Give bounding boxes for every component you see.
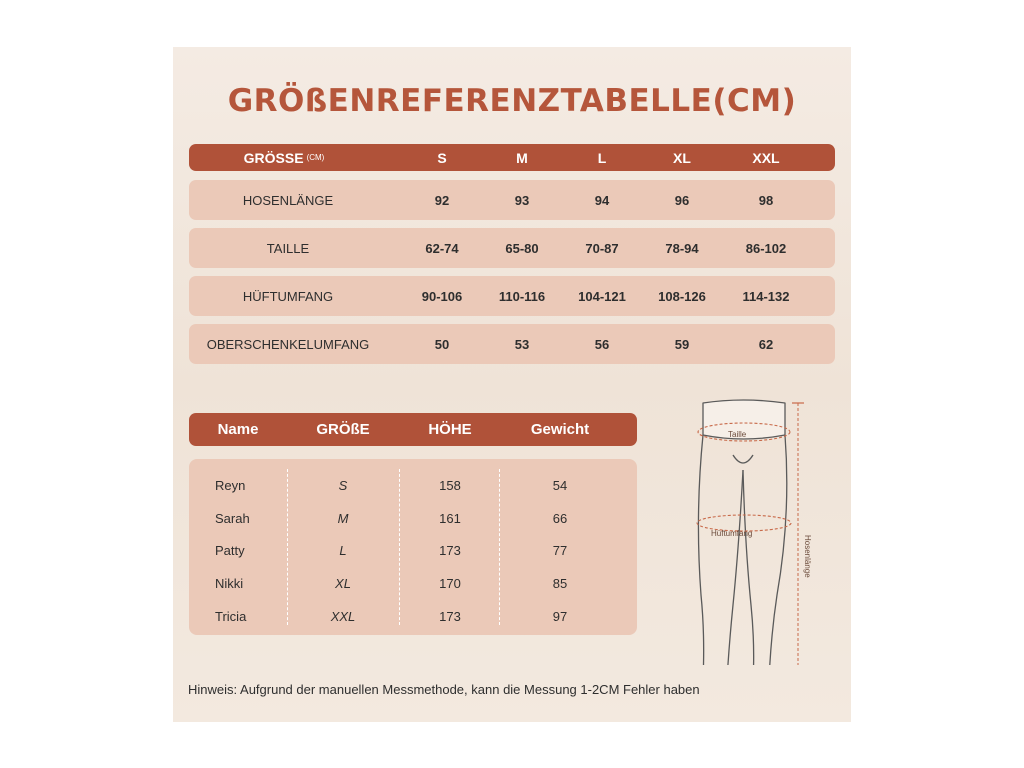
row-value: 78-94 <box>665 240 699 256</box>
size-header-label <box>189 144 379 171</box>
row-value: 110-116 <box>498 288 546 304</box>
size-header-text: GRÖSSE <box>243 149 304 166</box>
model-row <box>189 474 637 496</box>
model-header-size: GRÖßE <box>316 421 370 438</box>
row-value: 62-74 <box>425 240 459 256</box>
model-table-body <box>189 459 637 635</box>
model-header-name: Name <box>217 421 259 438</box>
model-weight: 85 <box>552 575 568 591</box>
page-title: GRÖßENREFERENZTABELLE(CM) <box>227 83 797 119</box>
row-value: 70-87 <box>585 240 619 256</box>
size-col-m: M <box>516 149 528 166</box>
size-col-s: S <box>437 149 447 166</box>
row-value: 62 <box>758 336 774 352</box>
size-row-hueftumfang <box>189 276 835 316</box>
size-row-oberschenkelumfang <box>189 324 835 364</box>
size-col-xxl: XXL <box>752 149 780 166</box>
model-row <box>189 605 637 627</box>
hip-label: Hüftumfang <box>711 529 753 538</box>
row-label: HOSENLÄNGE <box>242 192 334 208</box>
row-label: TAILLE <box>266 240 310 256</box>
size-header-unit: (CM) <box>306 153 325 162</box>
row-value: 93 <box>514 192 530 208</box>
model-weight: 77 <box>552 542 568 558</box>
model-name: Nikki <box>215 575 244 591</box>
row-value: 104-121 <box>578 288 626 304</box>
row-value: 56 <box>594 336 610 352</box>
row-value: 98 <box>758 192 774 208</box>
row-value: 108-126 <box>658 288 706 304</box>
model-size: XL <box>335 575 351 591</box>
row-value: 86-102 <box>745 240 787 256</box>
waist-label: Taille <box>728 430 747 439</box>
size-col-l: L <box>597 149 607 166</box>
size-chart-card <box>173 47 851 722</box>
model-row <box>189 539 637 561</box>
row-value: 92 <box>434 192 450 208</box>
row-value: 96 <box>674 192 690 208</box>
model-height: 161 <box>439 510 461 526</box>
model-size: S <box>338 477 348 493</box>
model-size: L <box>339 542 347 558</box>
model-height: 158 <box>439 477 461 493</box>
model-size: XXL <box>330 608 356 624</box>
size-row-hosenlaenge <box>189 180 835 220</box>
model-name: Reyn <box>215 477 246 493</box>
model-header-weight: Gewicht <box>530 421 590 438</box>
length-label: Hosenlänge <box>803 535 812 578</box>
row-value: 90-106 <box>421 288 463 304</box>
row-value: 114-132 <box>742 288 790 304</box>
model-height: 170 <box>439 575 461 591</box>
size-table-header <box>189 144 835 171</box>
model-header-height: HÖHE <box>428 421 472 438</box>
model-height: 173 <box>439 608 461 624</box>
model-name: Tricia <box>215 608 247 624</box>
row-label: HÜFTUMFANG <box>242 288 334 304</box>
model-name: Sarah <box>215 510 250 526</box>
model-size: M <box>337 510 349 526</box>
size-row-taille <box>189 228 835 268</box>
measurement-note: Hinweis: Aufgrund der manuellen Messmethode, kann die Messung 1-2CM Fehler haben <box>188 682 700 697</box>
leggings-diagram-icon <box>673 395 823 665</box>
model-weight: 54 <box>552 477 568 493</box>
model-table-header <box>189 413 637 446</box>
model-row <box>189 572 637 594</box>
row-value: 59 <box>674 336 690 352</box>
model-height: 173 <box>439 542 461 558</box>
model-row <box>189 507 637 529</box>
row-value: 53 <box>514 336 530 352</box>
row-label: OBERSCHENKELUMFANG <box>206 336 370 352</box>
model-name: Patty <box>215 542 245 558</box>
row-value: 65-80 <box>505 240 539 256</box>
model-weight: 66 <box>552 510 568 526</box>
size-col-xl: XL <box>673 149 691 166</box>
row-value: 94 <box>594 192 610 208</box>
row-value: 50 <box>434 336 450 352</box>
model-weight: 97 <box>552 608 568 624</box>
